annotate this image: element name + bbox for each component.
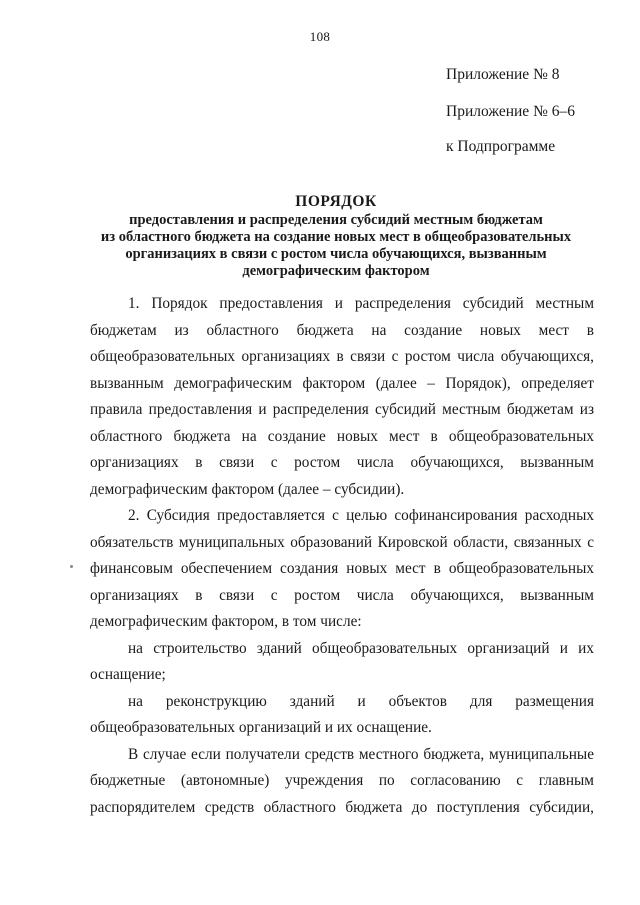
paragraph-4: на реконструкцию зданий и объектов для размещения общеобразовательных организаций и их оснащение.	[90, 692, 594, 736]
page-number: 108	[309, 29, 331, 44]
paragraph-2: 2. Субсидия предоставляется с целью софинансирования расходных обязательств муниципальных образований Кировской области, связанных с финансовым обеспечением создания новых мест в общеобразовательных организациях в связи с ростом числа обучающихся, вызванным демографическим фактором, в том числе:	[90, 507, 594, 630]
annex-label-2: Приложение № 6–6	[446, 103, 575, 120]
paragraph-3: на строительство зданий общеобразовательных организаций и их оснащение;	[90, 639, 594, 683]
title-line-2: из областного бюджета на создание новых мест в общеобразовательных	[100, 229, 572, 245]
title-main: ПОРЯДОК	[295, 193, 377, 210]
title-line-4: демографическим фактором	[242, 263, 430, 279]
document-title	[80, 193, 592, 280]
annex-label-1: Приложение № 8	[446, 66, 560, 83]
title-line-3: организациях в связи с ростом числа обучающихся, вызванным	[125, 246, 547, 262]
margin-speck	[70, 565, 73, 568]
annex-label-3: к Подпрограмме	[446, 138, 556, 155]
paragraph-1: 1. Порядок предоставления и распределения субсидий местным бюджетам из областного бюджета на создание новых мест в общеобразовательных организациях в связи с ростом числа обучающихся, вызванным демографическим фактором (далее – Порядок), определяет правила предоставления и распределения субсидий местным бюджетам из областного бюджета на создание новых мест в общеобразовательных организациях в связи с ростом числа обучающихся, вызванным демографическим фактором (далее – субсидии).	[90, 295, 594, 498]
title-line-1: предоставления и распределения субсидий местным бюджетам	[129, 212, 543, 228]
paragraph-5: В случае если получатели средств местного бюджета, муниципальные бюджетные (автономные) учреждения по согласованию с главным распорядителем средств областного бюджета до поступления субсидии,	[90, 745, 594, 816]
document-body	[90, 291, 594, 821]
